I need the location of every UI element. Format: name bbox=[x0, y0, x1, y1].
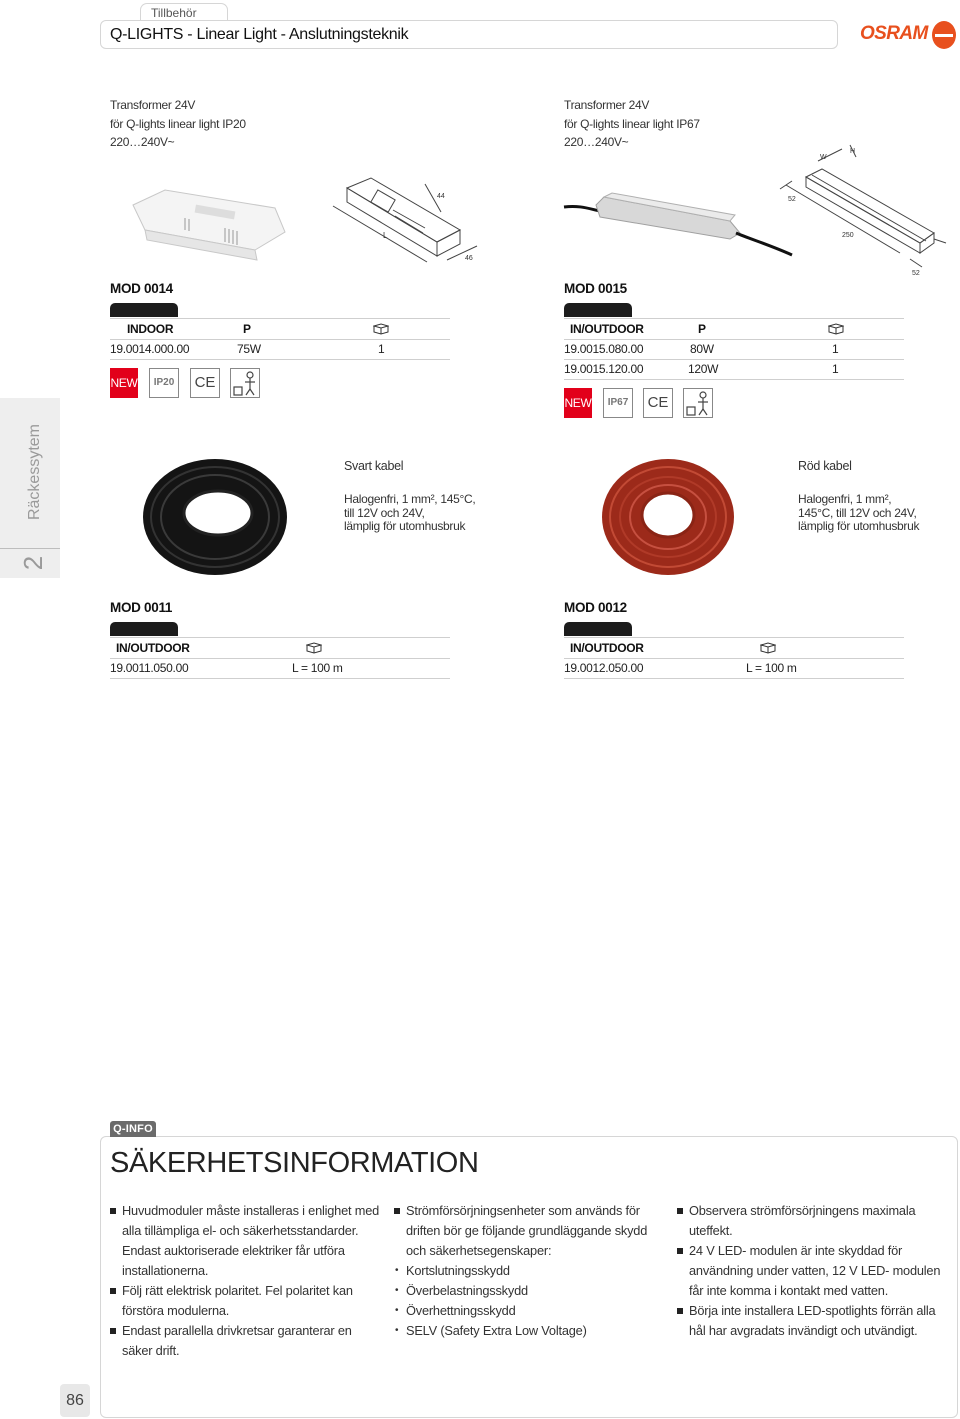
table-rule bbox=[110, 318, 450, 319]
desc-line: Halogenfri, 1 mm², bbox=[798, 492, 892, 506]
power-value: 80W bbox=[690, 342, 714, 356]
list-item: Börja inte installera LED-spotlights förrän alla hål har avgradats invändigt och utvändigt. bbox=[677, 1301, 947, 1341]
black-cable-image bbox=[140, 455, 290, 580]
column-header: P bbox=[243, 322, 251, 336]
qinfo-title: SÄKERHETSINFORMATION bbox=[110, 1147, 479, 1179]
model-number: MOD 0011 bbox=[110, 600, 173, 615]
table-header-tab bbox=[564, 303, 632, 317]
qinfo-tag: Q-INFO bbox=[110, 1121, 156, 1137]
desc-line: lämplig för utomhusbruk bbox=[344, 519, 466, 533]
cable-description bbox=[798, 493, 919, 534]
table-rule bbox=[564, 359, 904, 360]
length-value: L = 100 m bbox=[292, 661, 343, 675]
table-rule bbox=[564, 637, 904, 638]
transformer-ip67-image bbox=[560, 135, 955, 280]
table-header-tab bbox=[110, 303, 178, 317]
model-number: MOD 0014 bbox=[110, 281, 173, 296]
list-item: Endast parallella drivkretsar garanterar en säker drift. bbox=[110, 1321, 380, 1361]
list-item: Följ rätt elektrisk polaritet. Fel polaritet kan förstöra modulerna. bbox=[110, 1281, 380, 1321]
desc-line: Halogenfri, 1 mm², 145°C, bbox=[344, 492, 476, 506]
list-item: • Överhettningsskydd bbox=[394, 1301, 656, 1321]
table-rule bbox=[564, 678, 904, 679]
quantity-value: 1 bbox=[378, 342, 385, 356]
header-tab-label: Tillbehör bbox=[151, 6, 197, 20]
table-rule bbox=[110, 637, 450, 638]
article-code: 19.0011.050.00 bbox=[110, 661, 189, 675]
desc-line: till 12V och 24V, bbox=[344, 505, 425, 520]
table-rule bbox=[564, 318, 904, 319]
transformer-ip20-image bbox=[125, 160, 505, 280]
dim-label: 250 bbox=[842, 232, 854, 239]
dim-label: L bbox=[383, 231, 388, 240]
ce-mark-icon: CE bbox=[643, 388, 673, 418]
qinfo-column-1 bbox=[110, 1201, 380, 1361]
installer-icon bbox=[683, 388, 713, 418]
intro-line: Transformer 24V bbox=[110, 98, 196, 112]
cable-name: Svart kabel bbox=[344, 459, 404, 473]
dim-label: 46 bbox=[465, 255, 473, 262]
length-value: L = 100 m bbox=[746, 661, 797, 675]
list-item: • Kortslutningsskydd bbox=[394, 1261, 656, 1281]
desc-line: 145°C, till 12V och 24V, bbox=[798, 505, 917, 520]
intro-line: för Q-lights linear light IP20 bbox=[110, 116, 246, 131]
table-rule bbox=[110, 339, 450, 340]
column-header: IN/OUTDOOR bbox=[570, 322, 644, 336]
ip67-badge: IP67 bbox=[603, 388, 633, 418]
brand-name: OSRAM bbox=[860, 23, 928, 44]
list-item: • Överbelastningsskydd bbox=[394, 1281, 656, 1301]
table-rule bbox=[564, 658, 904, 659]
dim-label: 52 bbox=[912, 270, 920, 277]
model-number: MOD 0012 bbox=[564, 600, 627, 615]
column-header: IN/OUTDOOR bbox=[570, 641, 644, 655]
package-icon bbox=[306, 642, 322, 654]
package-icon bbox=[373, 323, 389, 335]
quantity-value: 1 bbox=[832, 342, 839, 356]
side-tab-number: 2 bbox=[18, 555, 48, 571]
new-badge: NEW bbox=[564, 388, 592, 418]
list-intro: Strömförsörjningsenheter som används för driften bör ge följande grundläggande skydd och säkerhetsegenskaper: bbox=[394, 1201, 656, 1261]
package-icon bbox=[760, 642, 776, 654]
list-item: Observera strömförsörjningens maximala uteffekt. bbox=[677, 1201, 947, 1241]
installer-icon bbox=[230, 368, 260, 398]
intro-line: 220…240V~ bbox=[110, 135, 175, 149]
product-intro bbox=[110, 96, 246, 152]
osram-bulb-icon bbox=[932, 21, 956, 49]
list-item: 24 V LED- modulen är inte skyddad för användning under vatten, 12 V LED- modulen får inte komma i kontakt med vatten. bbox=[677, 1241, 947, 1301]
list-item: • SELV (Safety Extra Low Voltage) bbox=[394, 1321, 656, 1341]
table-rule bbox=[564, 339, 904, 340]
table-rule bbox=[110, 359, 450, 360]
osram-logo bbox=[860, 20, 956, 50]
table-rule bbox=[110, 678, 450, 679]
quantity-value: 1 bbox=[832, 362, 839, 376]
ip20-badge: IP20 bbox=[149, 368, 179, 398]
dim-label: H bbox=[850, 148, 856, 155]
dim-label: W bbox=[820, 154, 827, 161]
desc-line: lämplig för utomhusbruk bbox=[798, 519, 920, 533]
article-code: 19.0014.000.00 bbox=[110, 342, 190, 356]
intro-line: för Q-lights linear light IP67 bbox=[564, 116, 700, 131]
model-number: MOD 0015 bbox=[564, 281, 627, 296]
table-header-tab bbox=[110, 622, 178, 636]
qinfo-column-2 bbox=[394, 1201, 656, 1341]
table-rule bbox=[110, 658, 450, 659]
table-header-tab bbox=[564, 622, 632, 636]
page-number: 86 bbox=[60, 1384, 90, 1417]
intro-line: Transformer 24V bbox=[564, 98, 650, 112]
power-value: 75W bbox=[237, 342, 261, 356]
column-header: INDOOR bbox=[127, 322, 174, 336]
list-item: Huvudmoduler måste installeras i enlighet med alla tillämpliga el- och säkerhetsstandarder. Endast auktoriserade elektriker får utföra installationerna. bbox=[110, 1201, 380, 1281]
power-value: 120W bbox=[688, 362, 719, 376]
qinfo-column-3 bbox=[677, 1201, 947, 1341]
new-badge: NEW bbox=[110, 368, 138, 398]
dim-label: 44 bbox=[437, 193, 445, 200]
page-title: Q-LIGHTS - Linear Light - Anslutningsteknik bbox=[110, 26, 409, 43]
article-code: 19.0015.120.00 bbox=[564, 362, 644, 376]
side-tab-label: Räckessytem bbox=[26, 423, 43, 521]
article-code: 19.0012.050.00 bbox=[564, 661, 644, 675]
ce-mark-icon: CE bbox=[190, 368, 220, 398]
intro-line: 220…240V~ bbox=[564, 135, 629, 149]
header-bar bbox=[100, 20, 838, 49]
article-code: 19.0015.080.00 bbox=[564, 342, 644, 356]
table-rule bbox=[564, 379, 904, 380]
package-icon bbox=[828, 323, 844, 335]
cable-name: Röd kabel bbox=[798, 459, 852, 473]
column-header: IN/OUTDOOR bbox=[116, 641, 190, 655]
column-header: P bbox=[698, 322, 706, 336]
red-cable-image bbox=[598, 455, 738, 580]
dim-label: 52 bbox=[788, 196, 796, 203]
cable-description bbox=[344, 493, 475, 534]
